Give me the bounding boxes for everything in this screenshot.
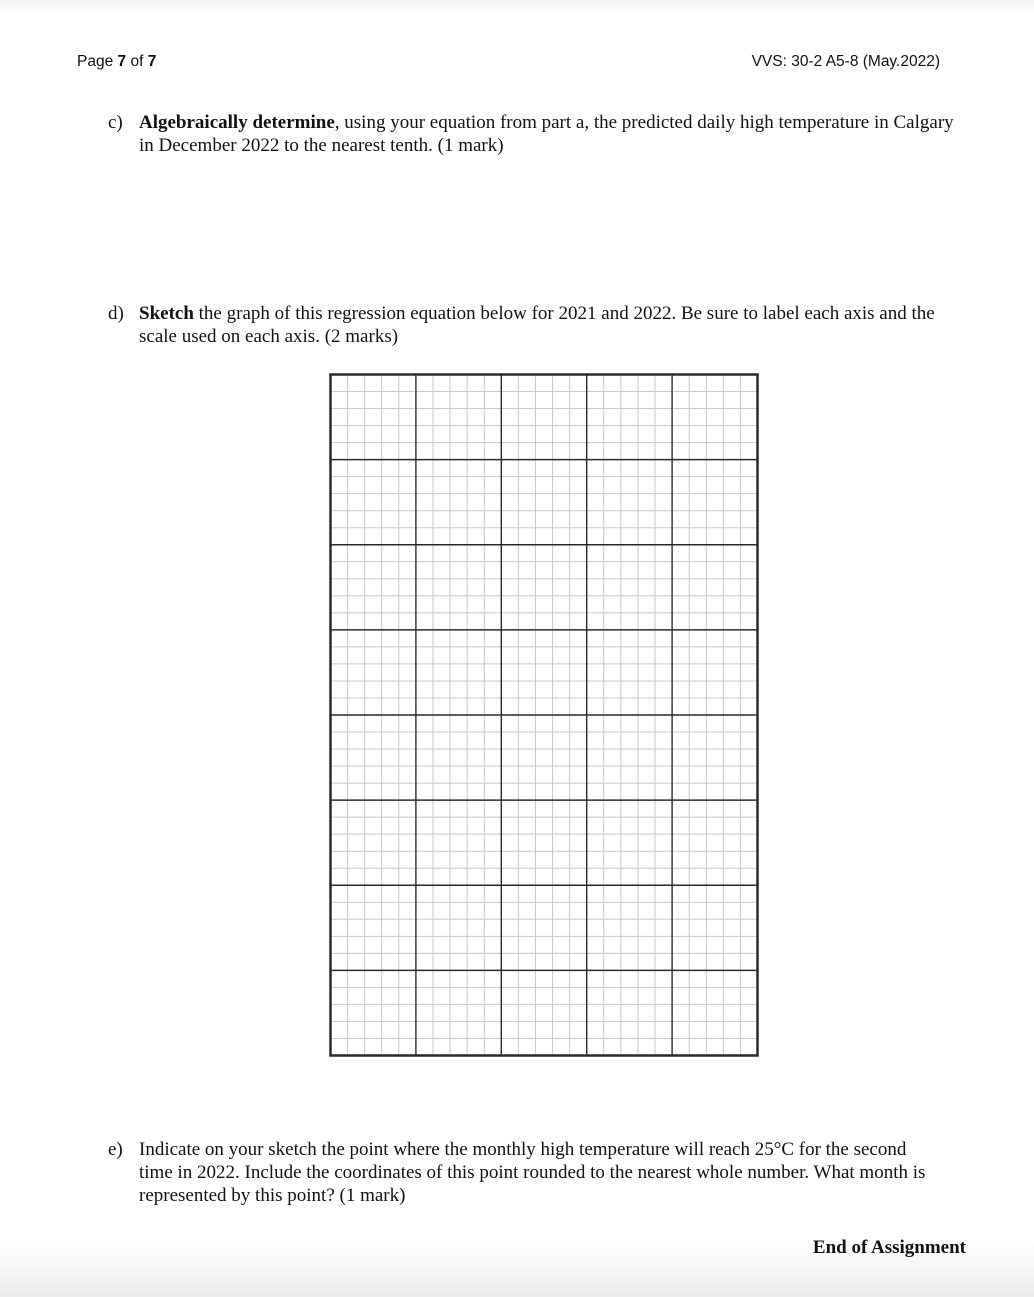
question-d-label: d) [108, 303, 124, 324]
page-number [77, 53, 156, 71]
question-d [108, 302, 958, 348]
page-current: 7 [117, 53, 127, 70]
document-code: VVS: 30-2 A5-8 (May.2022) [751, 53, 940, 70]
question-c-body: , using your equation from part a, the predicted daily high temperature in Calgary in December 2022 to the nearest tenth. (1 mark) [139, 112, 954, 156]
question-e-label: e) [108, 1139, 123, 1160]
end-of-assignment: End of Assignment [812, 1237, 966, 1258]
graph-paper-grid[interactable] [329, 373, 759, 1057]
question-e-text: Indicate on your sketch the point where the monthly high temperature will reach 25°C for the second time in 2022. Include the coordinates of this point rounded to the nearest whole number. What month is represented by this point? (1 mark) [139, 1139, 926, 1206]
question-c [108, 111, 958, 157]
question-d-bold: Sketch [139, 303, 194, 324]
page-total: 7 [147, 53, 157, 70]
page-prefix: Page [77, 53, 118, 70]
question-c-text [139, 111, 958, 157]
question-c-label: c) [108, 112, 123, 133]
page-of: of [126, 53, 148, 70]
question-c-bold: Algebraically determine [139, 112, 335, 133]
question-d-body: the graph of this regression equation below for 2021 and 2022. Be sure to label each axis and the scale used on each axis. (2 marks) [139, 303, 935, 347]
question-e [108, 1138, 938, 1207]
question-d-text [139, 302, 958, 348]
graph-paper[interactable] [329, 373, 759, 1057]
